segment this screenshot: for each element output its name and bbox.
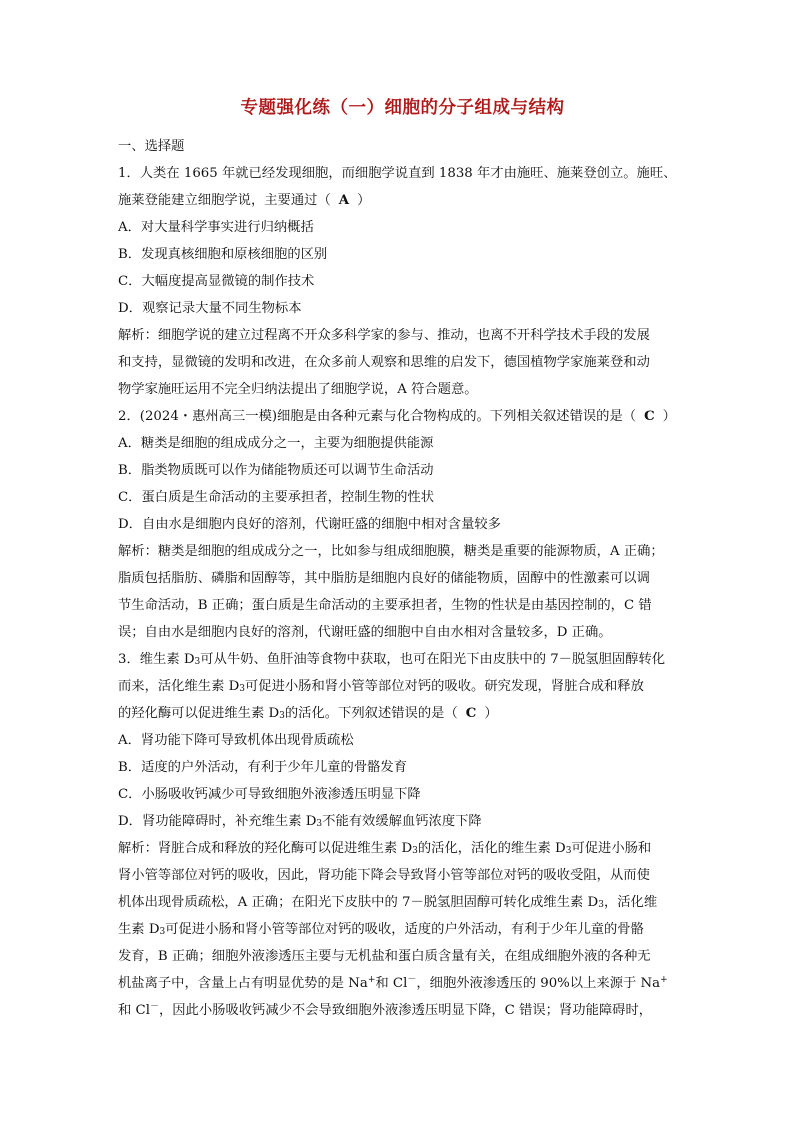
page-title: 专题强化练（一）细胞的分子组成与结构 (240, 98, 565, 118)
q3-explanation-7: 和 Cl－，因此小肠吸收钙减少不会导致细胞外液渗透压明显下降，C 错误；肾功能障碍时， (118, 1002, 653, 1018)
q2-stem-line-1: 2．(2024・惠州高三一模)细胞是由各种元素与化合物构成的。下列相关叙述错误的是（ C ） (118, 403, 683, 430)
q1-option-c: C．大幅度提高显微镜的制作技术 (118, 274, 315, 289)
q3-explanation-1: 解析：肾脏合成和释放的羟化酶可以促进维生素 $D_3$的活化，活化的维生素 $D_3$可促进小肠和 (118, 841, 652, 856)
q3-explanation-2: 肾小管等部位对钙的吸收，因此，肾功能下降会导致肾小管等部位对钙的吸收受阻，从而使 (118, 868, 650, 883)
q3-stem-line-3: 的羟化酶可以促进维生素 $D_3$的活化。下列叙述错误的是（ C ） (118, 700, 683, 727)
question-3 (118, 646, 683, 1024)
q1-answer: A (338, 193, 350, 208)
q3-stem-line-2: 而来，活化维生素 $D_3$可促进小肠和肾小管等部位对钙的吸收。研究发现，肾脏合成和释放 (118, 679, 644, 694)
q3-stem-line-1: 3．维生素 $D_3$可从牛奶、鱼肝油等食物中获取，也可在阳光下由皮肤中的 7－脱氢胆固醇转化 (118, 652, 666, 667)
q1-explanation-2: 和支持，显微镜的发明和改进，在众多前人观察和思维的启发下，德国植物学家施莱登和动 (118, 355, 650, 370)
q2-option-b: B．脂类物质既可以作为储能物质还可以调节生命活动 (118, 463, 434, 478)
q3-explanation-3: 机体出现骨质疏松，A 正确；在阳光下皮肤中的 7－脱氢胆固醇可转化成维生素 $D_3$，活化维 (118, 895, 658, 910)
q2-answer: C (644, 409, 655, 424)
q1-option-b: B．发现真核细胞和原核细胞的区别 (118, 247, 328, 262)
q3-answer: C (465, 706, 477, 721)
q3-explanation-5: 发育，B 正确；细胞外液渗透压主要与无机盐和蛋白质含量有关，在组成细胞外液的各种无 (118, 949, 651, 964)
q2-explanation-2: 脂质包括脂肪、磷脂和固醇等，其中脂肪是细胞内良好的储能物质，固醇中的性激素可以调 (118, 571, 650, 586)
q3-option-a: A．肾功能下降可导致机体出现骨质疏松 (118, 733, 354, 748)
q2-option-c: C．蛋白质是生命活动的主要承担者，控制生物的性状 (118, 490, 435, 505)
q3-explanation-4: 生素 $D_3$可促进小肠和肾小管等部位对钙的吸收，适度的户外活动，有利于少年儿童的骨骼 (118, 922, 644, 937)
q1-stem-line-1: 1．人类在 1665 年就已经发现细胞，而细胞学说直到 1838 年才由施旺、施莱登创立。施旺、 (118, 166, 677, 181)
q1-stem-line-2: 施莱登能建立细胞学说，主要通过（ A ） (118, 187, 683, 214)
q3-option-d: D．肾功能障碍时，补充维生素 $D_3$不能有效缓解血钙浓度下降 (118, 814, 482, 829)
q1-option-d: D．观察记录大量不同生物标本 (118, 301, 302, 316)
q1-explanation-3: 物学家施旺运用不完全归纳法提出了细胞学说，A 符合题意。 (118, 382, 478, 397)
q3-option-b: B．适度的户外活动，有利于少年儿童的骨骼发育 (118, 760, 408, 775)
q1-option-a: A．对大量科学事实进行归纳概括 (118, 220, 314, 235)
q2-option-d: D．自由水是细胞内良好的溶剂，代谢旺盛的细胞中相对含量较多 (118, 517, 501, 532)
section-heading: 一、选择题 (118, 139, 185, 154)
q3-option-c: C．小肠吸收钙减少可导致细胞外液渗透压明显下降 (118, 787, 421, 802)
q2-explanation-1: 解析：糖类是细胞的组成成分之一，比如参与组成细胞膜，糖类是重要的能源物质，A 正确； (118, 544, 664, 559)
q2-explanation-3: 节生命活动，B 正确；蛋白质是生命活动的主要承担者，生物的性状是由基因控制的，C 错 (118, 598, 652, 613)
q1-explanation-1: 解析：细胞学说的建立过程离不开众多科学家的参与、推动，也离不开科学技术手段的发展 (118, 328, 650, 343)
question-2 (118, 403, 683, 646)
question-1 (118, 160, 683, 403)
q2-explanation-4: 误；自由水是细胞内良好的溶剂，代谢旺盛的细胞中自由水相对含量较多，D 正确。 (118, 625, 612, 640)
q3-explanation-6: 机盐离子中，含量上占有明显优势的是 Na+和 Cl－，细胞外液渗透压的 90%以上来源于 Na+ (118, 975, 668, 991)
q2-option-a: A．糖类是细胞的组成成分之一，主要为细胞提供能源 (118, 436, 434, 451)
document-page (118, 93, 683, 1024)
